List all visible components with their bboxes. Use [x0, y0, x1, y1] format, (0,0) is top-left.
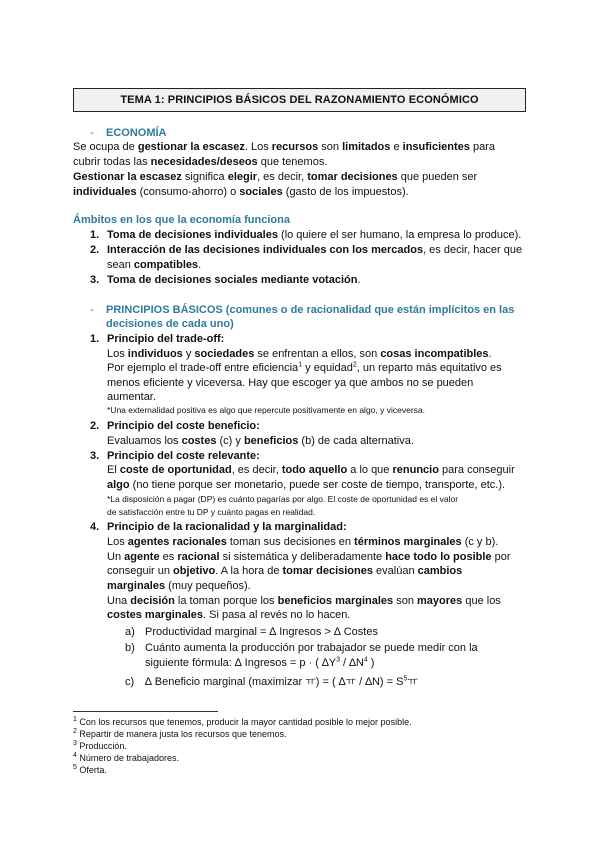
- footnote: $^3$ Producción.: [73, 740, 127, 751]
- list-number: 3.: [90, 450, 100, 462]
- footnote-ref: 2: [352, 361, 357, 369]
- section-heading-economia: ECONOMÍA: [106, 127, 167, 139]
- footnote-ref: 3: [336, 656, 340, 664]
- list-number: 1.: [90, 333, 100, 345]
- section-heading-principios: PRINCIPIOS BÁSICOS (comunes o de racionalidad que están implícitos en las: [106, 304, 515, 316]
- list-item-continuation: sean compatibles.: [107, 259, 202, 271]
- principle-text: conseguir un objetivo. A la hora de tomar decisiones evalúan cambios: [107, 565, 463, 577]
- principle-text: aumentar.: [107, 391, 156, 403]
- principle-text: algo (no tiene porque ser monetario, puede ser coste de tiempo, transporte, etc.).: [107, 479, 506, 491]
- footnote: $^2$ Repartir de manera justa los recursos que tenemos.: [73, 728, 287, 739]
- sublist-item-continuation: siguiente fórmula: ∆ Ingresos = p · ( $\Delta Y^3 / \Delta N^4$ ): [145, 656, 375, 669]
- principle-text: Un agente es racional si sistemática y deliberadamente hace todo lo posible por: [107, 551, 511, 563]
- list-item: Toma de decisiones sociales mediante votación.: [107, 274, 361, 286]
- paragraph-line: individuales (consumo-ahorro) o sociales (gasto de los impuestos).: [73, 186, 409, 198]
- principle-note: *Una externalidad positiva es algo que repercute positivamente en algo, y viceversa.: [107, 405, 425, 415]
- footnote-separator: [73, 711, 218, 712]
- principle-text: Evaluamos los costes (c) y beneficios (b) de cada alternativa.: [107, 435, 414, 447]
- page-title: TEMA 1: PRINCIPIOS BÁSICOS DEL RAZONAMIENTO ECONÓMICO: [73, 88, 526, 112]
- list-number: 3.: [90, 274, 100, 286]
- footnote: $^5$ Oferta.: [73, 764, 107, 775]
- sublist-item: ∆ Beneficio marginal (maximizar ㅠ) = ( ∆ㅠ / $\Delta N) = S^5$ㅠ: [145, 675, 418, 688]
- principle-title: Principio de la racionalidad y la marginalidad:: [107, 521, 347, 533]
- list-number: 1.: [90, 229, 100, 241]
- section-heading-principios-cont: decisiones de cada uno): [106, 318, 234, 330]
- principle-text: El coste de oportunidad, es decir, todo aquello a lo que renuncio para conseguir: [107, 464, 515, 476]
- footnote: $^4$ Número de trabajadores.: [73, 752, 179, 763]
- section-bullet: -: [90, 127, 94, 139]
- list-number: 2.: [90, 420, 100, 432]
- list-number: 2.: [90, 244, 100, 256]
- paragraph-line: Gestionar la escasez significa elegir, es decir, tomar decisiones que pueden ser: [73, 171, 478, 183]
- sublist-label: a): [125, 626, 135, 638]
- footnote-ref: 4: [363, 656, 368, 664]
- footnote-ref: 1: [298, 361, 303, 369]
- list-item: Interacción de las decisiones individuales con los mercados, es decir, hacer que: [107, 244, 523, 256]
- sublist-label: c): [125, 676, 135, 688]
- principle-text: marginales (muy pequeños).: [107, 580, 251, 592]
- principle-title: Principio del coste relevante:: [107, 450, 260, 462]
- section-heading-ambitos: Ámbitos en los que la economía funciona: [73, 214, 290, 226]
- sublist-label: b): [125, 642, 135, 654]
- principle-title: Principio del coste beneficio:: [107, 420, 260, 432]
- footnote: $^1$ Con los recursos que tenemos, producir la mayor cantidad posible lo mejor posible.: [73, 716, 412, 727]
- sublist-item: Cuánto aumenta la producción por trabajador se puede medir con la: [145, 642, 478, 654]
- list-item: Toma de decisiones individuales (lo quiere el ser humano, la empresa lo produce).: [107, 229, 522, 241]
- list-number: 4.: [90, 521, 100, 533]
- paragraph-line: cubrir todas las necesidades/deseos que tenemos.: [73, 156, 328, 168]
- section-bullet: -: [90, 304, 94, 316]
- footnote-ref: 5: [403, 675, 408, 683]
- principle-note: *La disposición a pagar (DP) es cuánto pagarías por algo. El coste de oportunidad es el valor: [107, 494, 459, 504]
- principle-text: menos eficiente y viceversa. Hay que escoger ya que ambos no se pueden: [107, 377, 474, 389]
- principle-note: de satisfacción entre tu DP y cuánto pagas en realidad.: [107, 507, 316, 517]
- principle-text: Los agentes racionales toman sus decisiones en términos marginales (c y b).: [107, 536, 499, 548]
- paragraph-line: Se ocupa de gestionar la escasez. Los recursos son limitados e insuficientes para: [73, 141, 495, 153]
- principle-text: costes marginales. Si pasa al revés no lo hacen.: [107, 609, 351, 621]
- principle-text: Los individuos y sociedades se enfrentan a ellos, son cosas incompatibles.: [107, 348, 492, 360]
- sublist-item: Productividad marginal = ∆ Ingresos > ∆ Costes: [145, 626, 378, 638]
- principle-text: Por ejemplo el trade-off entre eficiencia$^1$ y equidad$^2$, un reparto más equitativo es: [107, 361, 502, 374]
- principle-title: Principio del trade-off:: [107, 333, 225, 345]
- principle-text: Una decisión la toman porque los beneficios marginales son mayores que los: [107, 595, 501, 607]
